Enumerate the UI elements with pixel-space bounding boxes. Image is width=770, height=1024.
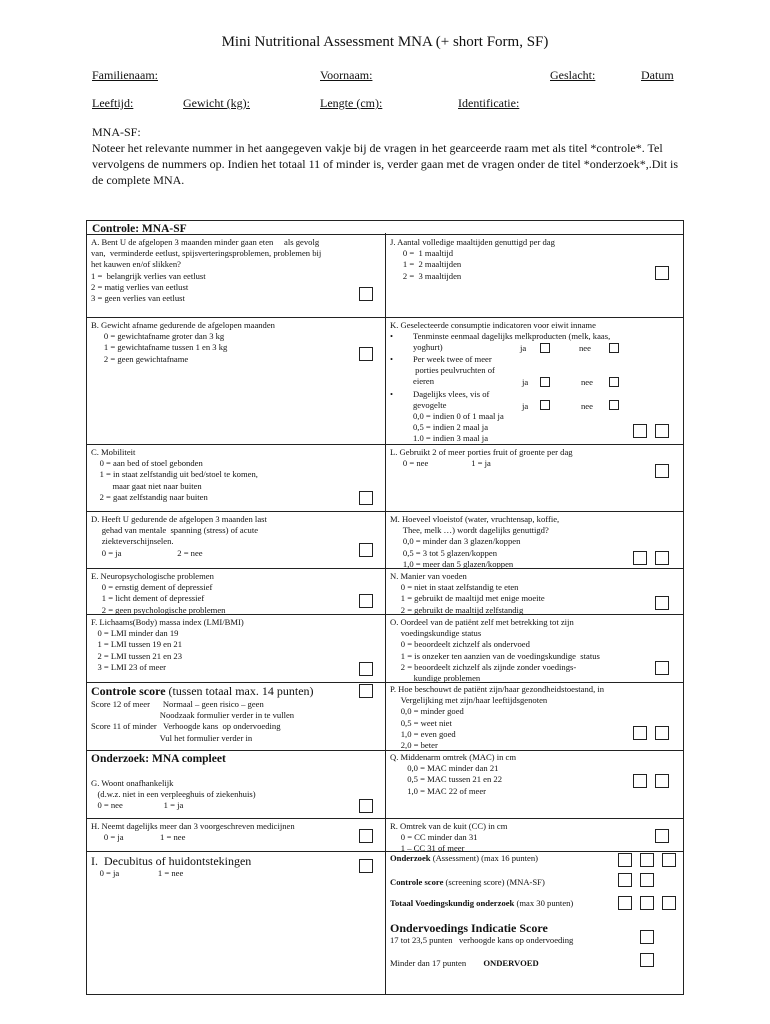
score-box-p-1[interactable] [633, 726, 647, 740]
k3-nee-checkbox[interactable] [609, 400, 619, 410]
bullet-icon: • [390, 354, 394, 364]
k1-ja-label: ja [520, 343, 527, 353]
score-box-q-1[interactable] [633, 774, 647, 788]
voornaam-label: Voornaam: [320, 68, 373, 82]
k1-nee-label: nee [579, 343, 591, 353]
question-k-item-2: Per week twee of meer porties peulvruchten of eieren [413, 354, 495, 387]
score-box-controle[interactable] [359, 684, 373, 698]
score-box-o[interactable] [655, 661, 669, 675]
summary-controle-box-2[interactable] [640, 873, 654, 887]
score-box-e[interactable] [359, 594, 373, 608]
intro [92, 124, 692, 188]
question-e: E. Neuropsychologische problemen 0 = ernstig dement of depressief 1 = licht dement of depressief 2 = geen psychologische problemen [91, 571, 226, 615]
score-box-m-1[interactable] [633, 551, 647, 565]
question-c: C. Mobiliteit 0 = aan bed of stoel gebonden 1 = in staat zelfstandig uit bed/stoel te komen, maar gaat niet naar buiten 2 = gaat zelfstandig naar buiten [91, 447, 258, 502]
k2-nee-label: nee [581, 377, 593, 387]
score-box-g[interactable] [359, 799, 373, 813]
intro-text: Noteer het relevante nummer in het aangegeven vakje bij de vragen in het gearceerde raam met als titel *controle*. Tel vervolgens de nummers op. Indien het totaal 11 of minder is, verder gaan met de vragen onder de titel *onderzoek*,.Dit is de complete MNA. [92, 141, 679, 187]
indicatie-line-1: 17 tot 23,5 punten verhoogde kans op ondervoeding [390, 935, 574, 945]
question-l: L. Gebruikt 2 of meer porties fruit of groente per dag 0 = nee 1 = ja [390, 447, 573, 469]
onderzoek-title: Onderzoek: MNA compleet [91, 753, 226, 765]
question-j: J. Aantal volledige maaltijden genuttigd per dag 0 = 1 maaltijd 1 = 2 maaltijden 2 = 3 maaltijden [390, 237, 555, 281]
identificatie-label: Identificatie: [458, 96, 520, 110]
question-r: R. Omtrek van de kuit (CC) in cm 0 = CC minder dan 31 1 – CC 31 of meer [390, 821, 508, 854]
score-box-c[interactable] [359, 491, 373, 505]
indicatie-title: Ondervoedings Indicatie Score [390, 921, 548, 935]
summary-totaal-box-1[interactable] [618, 896, 632, 910]
question-p: P. Hoe beschouwt de patiënt zijn/haar gezondheidstoestand, in Vergelijking met zijn/haar leeftijdsgenoten 0,0 = minder goed 0,5 = weet niet 1,0 = even goed 2,0 = beter [390, 684, 605, 751]
score-box-j[interactable] [655, 266, 669, 280]
column-divider [385, 233, 386, 995]
intro-heading: MNA-SF: [92, 125, 141, 139]
lengte-label: Lengte (cm): [320, 96, 383, 110]
score-box-q-2[interactable] [655, 774, 669, 788]
score-box-h[interactable] [359, 829, 373, 843]
summary-onderzoek-box-1[interactable] [618, 853, 632, 867]
score-box-k-2[interactable] [655, 424, 669, 438]
question-h: H. Neemt dagelijks meer dan 3 voorgeschreven medicijnen 0 = ja 1 = nee [91, 821, 295, 843]
question-n: N. Manier van voeden 0 = niet in staat zelfstandig te eten 1 = gebruikt de maaltijd met enige moeite 2 = gebruikt de maaltijd zelfstandig [390, 571, 545, 615]
bullet-icon: • [390, 389, 394, 399]
question-k-item-1: Tenminste eenmaal dagelijks melkproducten (melk, kaas, yoghurt) [413, 331, 611, 353]
question-i-title: I. Decubitus of huidontstekingen [91, 854, 252, 868]
summary-onderzoek-box-2[interactable] [640, 853, 654, 867]
score-box-l[interactable] [655, 464, 669, 478]
k2-nee-checkbox[interactable] [609, 377, 619, 387]
summary-onderzoek: Onderzoek (Assessment) (max 16 punten) [390, 853, 538, 863]
gewicht-label: Gewicht (kg): [183, 96, 250, 110]
leeftijd-label: Leeftijd: [92, 96, 134, 110]
question-k-item-3: Dagelijks vlees, vis of gevogelte [413, 389, 490, 411]
page-title: Mini Nutritional Assessment MNA (+ short Form, SF) [221, 34, 549, 50]
indicatie-line-2: Minder dan 17 punten ONDERVOED [390, 958, 539, 968]
question-o: O. Oordeel van de patiënt zelf met betrekking tot zijn voedingskundige status 0 = beoordeelt zichzelf als ondervoed 1 = is onzeker ten aanzien van de voedingskundige status 2 = beoordeelt zichzelf als zijnde zonder voedings- kundige problemen [390, 617, 600, 684]
controle-score-title: Controle score (tussen totaal max. 14 punten) [91, 684, 314, 698]
question-a: A. Bent U de afgelopen 3 maanden minder gaan eten als gevolg van, verminderde eetlust, spijsverteringsproblemen, problemen bij het kauwen en/of slikken? 1 = belangrijk verlies van eetlust 2 = matig verlies van eetlust 3 = geen verlies van eetlust [91, 237, 322, 304]
score-box-b[interactable] [359, 347, 373, 361]
summary-controle: Controle score (screening score) (MNA-SF) [390, 877, 545, 887]
familienaam-label: Familienaam: [92, 68, 158, 82]
k3-ja-checkbox[interactable] [540, 400, 550, 410]
score-box-n[interactable] [655, 596, 669, 610]
question-k-scores: 0,0 = indien 0 of 1 maal ja 0,5 = indien 2 maal ja 1.0 = indien 3 maal ja [413, 411, 504, 444]
summary-totaal-box-3[interactable] [662, 896, 676, 910]
controle-header: Controle: MNA-SF [92, 223, 187, 235]
score-box-d[interactable] [359, 543, 373, 557]
question-q: Q. Middenarm omtrek (MAC) in cm 0,0 = MAC minder dan 21 0,5 = MAC tussen 21 en 22 1,0 = MAC 22 of meer [390, 752, 517, 796]
score-box-k-1[interactable] [633, 424, 647, 438]
question-d: D. Heeft U gedurende de afgelopen 3 maanden last gehad van mentale spanning (stress) of acute ziekteverschijnselen. 0 = ja 2 = nee [91, 514, 267, 558]
k3-nee-label: nee [581, 401, 593, 411]
k2-ja-checkbox[interactable] [540, 377, 550, 387]
summary-controle-box-1[interactable] [618, 873, 632, 887]
score-box-f[interactable] [359, 662, 373, 676]
question-b: B. Gewicht afname gedurende de afgelopen maanden 0 = gewichtafname groter dan 3 kg 1 = gewichtafname tussen 1 en 3 kg 2 = geen gewichtafname [91, 320, 275, 364]
controle-score-legend: Score 12 of meer Normaal – geen risico – geen Noodzaak formulier verder in te vullen Score 11 of minder Verhoogde kans op ondervoeding Vul het formulier verder in [91, 699, 295, 743]
question-f: F. Lichaams(Body) massa index (LMI/BMI) 0 = LMI minder dan 19 1 = LMI tussen 19 en 21 2 = LMI tussen 21 en 23 3 = LMI 23 of meer [91, 617, 244, 672]
k1-nee-checkbox[interactable] [609, 343, 619, 353]
score-box-a[interactable] [359, 287, 373, 301]
question-k-title: K. Geselecteerde consumptie indicatoren voor eiwit inname [390, 320, 596, 330]
indicatie-box-2[interactable] [640, 953, 654, 967]
score-box-m-2[interactable] [655, 551, 669, 565]
score-box-r[interactable] [655, 829, 669, 843]
geslacht-label: Geslacht: [550, 68, 596, 82]
indicatie-box-1[interactable] [640, 930, 654, 944]
summary-onderzoek-box-3[interactable] [662, 853, 676, 867]
datum-label: Datum [641, 68, 674, 82]
assessment-table [86, 220, 684, 995]
summary-totaal: Totaal Voedingskundig onderzoek (max 30 punten) [390, 898, 574, 908]
question-m: M. Hoeveel vloeistof (water, vruchtensap, koffie, Thee, melk …) wordt dagelijks genuttigd? 0,0 = minder dan 3 glazen/koppen 0,5 = 3 tot 5 glazen/koppen 1,0 = meer dan 5 glazen/koppen [390, 514, 560, 569]
question-i-options: 0 = ja 1 = nee [91, 868, 184, 878]
question-g: G. Woont onafhankelijk (d.w.z. niet in een verpleeghuis of ziekenhuis) 0 = nee 1 = ja [91, 778, 256, 811]
summary-totaal-box-2[interactable] [640, 896, 654, 910]
bullet-icon: • [390, 331, 394, 341]
k1-ja-checkbox[interactable] [540, 343, 550, 353]
k3-ja-label: ja [522, 401, 529, 411]
score-box-p-2[interactable] [655, 726, 669, 740]
k2-ja-label: ja [522, 377, 529, 387]
score-box-i[interactable] [359, 859, 373, 873]
